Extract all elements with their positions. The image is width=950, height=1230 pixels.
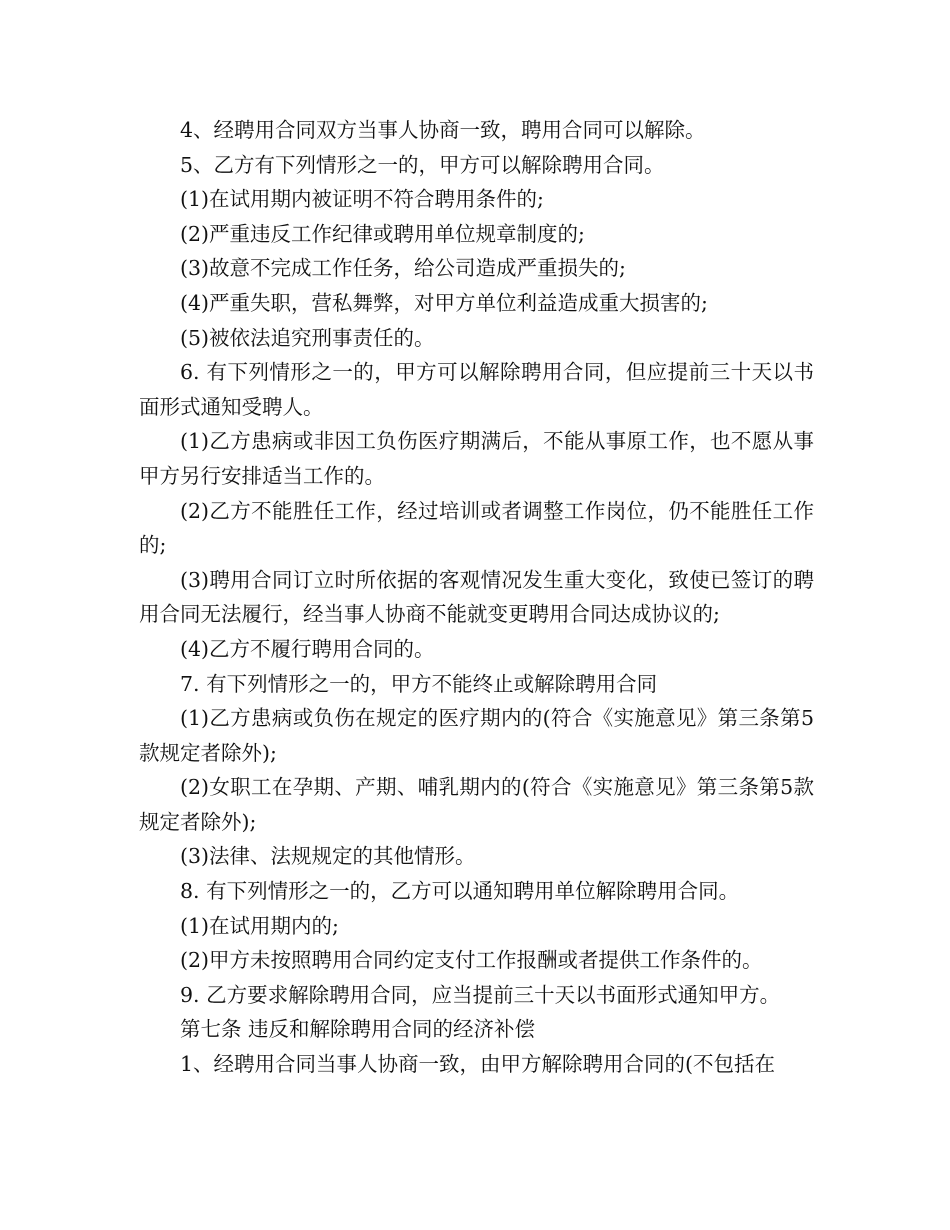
paragraph-clause-5-item-1: (1)在试用期内被证明不符合聘用条件的; — [180, 187, 544, 212]
paragraph-clause-5-item-4: (4)严重失职，营私舞弊，对甲方单位利益造成重大损害的; — [180, 290, 708, 315]
paragraph-clause-8-item-2: (2)甲方未按照聘用合同约定支付工作报酬或者提供工作条件的。 — [180, 948, 763, 973]
paragraph-clause-6-item-3: (3)聘用合同订立时所依据的客观情况发生重大变化，致使已签订的聘用合同无法履行，经当事人协商不能就变更聘用合同达成协议的; — [139, 567, 814, 627]
paragraph-clause-6: 6. 有下列情形之一的，甲方可以解除聘用合同，但应提前三十天以书面形式通知受聘人。 — [139, 360, 814, 419]
paragraph-clause-8-item-1: (1)在试用期内的; — [180, 913, 339, 938]
paragraph-clause-5-item-3: (3)故意不完成工作任务，给公司造成严重损失的; — [180, 256, 626, 281]
paragraph-clause-5: 5、乙方有下列情形之一的，甲方可以解除聘用合同。 — [180, 152, 665, 177]
paragraph-clause-6-item-4: (4)乙方不履行聘用合同的。 — [180, 636, 435, 661]
document-body — [139, 113, 814, 1082]
paragraph-clause-9: 9. 乙方要求解除聘用合同，应当提前三十天以书面形式通知甲方。 — [180, 982, 781, 1007]
section-heading-article-7: 第七条 违反和解除聘用合同的经济补偿 — [180, 1017, 536, 1042]
paragraph-clause-7-item-2: (2)女职工在孕期、产期、哺乳期内的(符合《实施意见》第三条第5款规定者除外); — [139, 775, 814, 834]
paragraph-article-7-clause-1: 1、经聘用合同当事人协商一致，由甲方解除聘用合同的(不包括在 — [180, 1052, 776, 1077]
paragraph-clause-7-item-1: (1)乙方患病或负伤在规定的医疗期内的(符合《实施意见》第三条第5款规定者除外); — [139, 706, 814, 765]
paragraph-clause-6-item-1: (1)乙方患病或非因工负伤医疗期满后，不能从事原工作，也不愿从事甲方另行安排适当工作的。 — [139, 429, 814, 488]
paragraph-clause-8: 8. 有下列情形之一的，乙方可以通知聘用单位解除聘用合同。 — [180, 879, 740, 904]
paragraph-clause-6-item-2: (2)乙方不能胜任工作，经过培训或者调整工作岗位，仍不能胜任工作的; — [139, 498, 814, 558]
paragraph-clause-5-item-5: (5)被依法追究刑事责任的。 — [180, 325, 435, 350]
paragraph-clause-5-item-2: (2)严重违反工作纪律或聘用单位规章制度的; — [180, 221, 585, 246]
paragraph-clause-4: 4、经聘用合同双方当事人协商一致，聘用合同可以解除。 — [180, 118, 706, 142]
paragraph-clause-7-item-3: (3)法律、法规规定的其他情形。 — [180, 844, 476, 869]
paragraph-clause-7: 7. 有下列情形之一的，甲方不能终止或解除聘用合同 — [180, 671, 658, 696]
